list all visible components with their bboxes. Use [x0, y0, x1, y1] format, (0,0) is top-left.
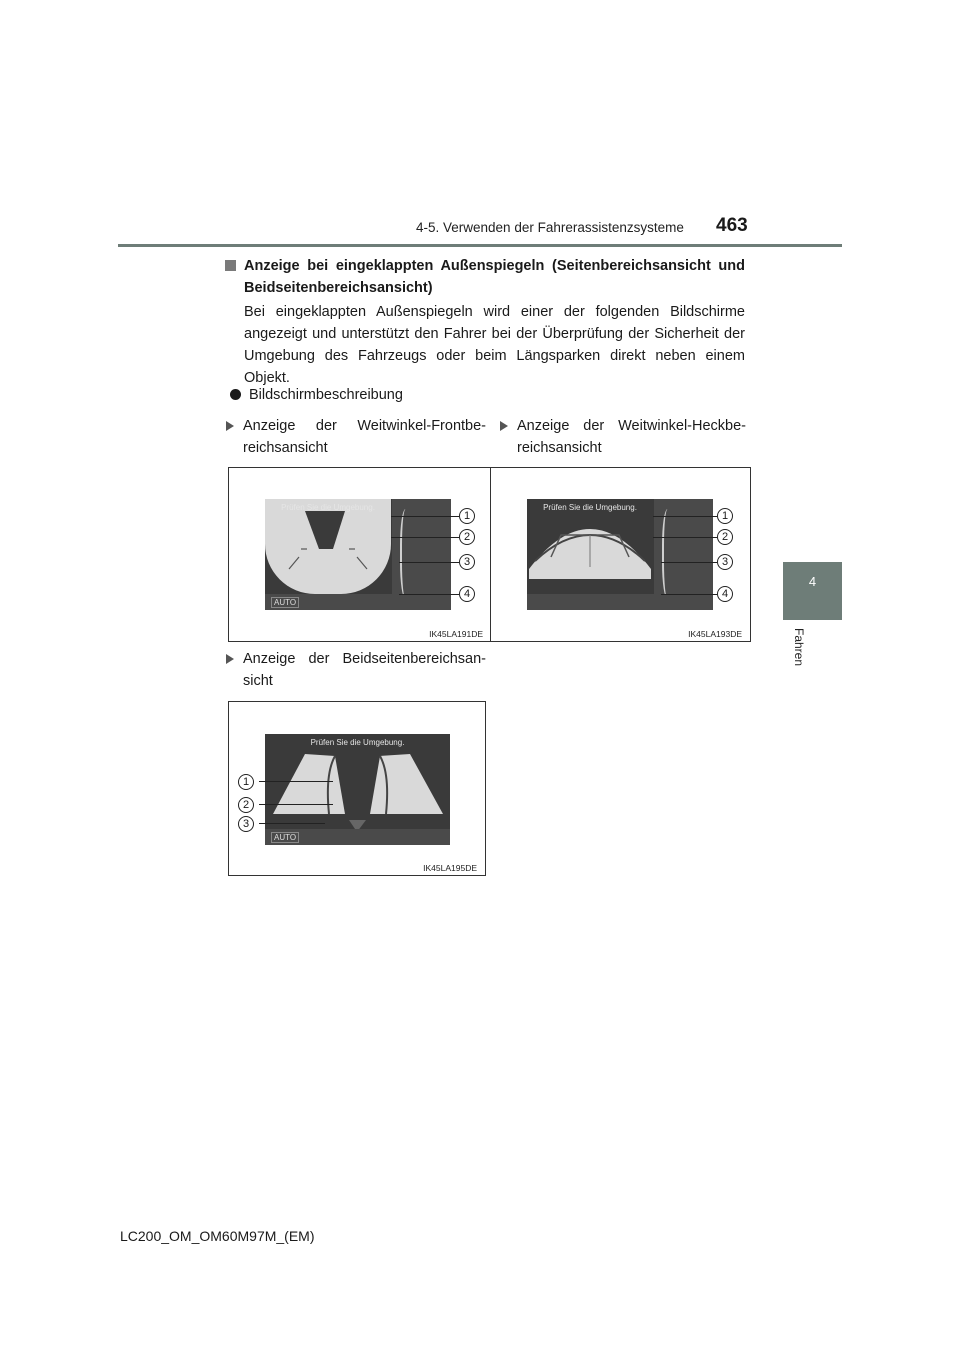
triangle-arrow-icon: [500, 421, 508, 431]
bullet-item: [230, 387, 403, 403]
screen-control-bar: [265, 829, 450, 845]
caption-text: Anzeige der Weitwinkel-Heckbe-reichsansicht: [517, 418, 746, 456]
callout-1: 1: [717, 508, 733, 524]
callout-2: 2: [459, 529, 475, 545]
callout-2: 2: [238, 797, 254, 813]
caption-text: Anzeige der Weitwinkel-Frontbe-reichsansicht: [243, 418, 486, 456]
callout-2: 2: [717, 529, 733, 545]
figure-code: IK45LA193DE: [688, 629, 742, 639]
section-heading: [225, 255, 745, 299]
callout-1: 1: [238, 774, 254, 790]
chapter-number: 4: [808, 574, 817, 589]
caption-both-sides-view: [226, 648, 486, 692]
leader-line: [399, 562, 459, 563]
camera-view-graphics: [265, 499, 391, 594]
leader-line: [653, 516, 717, 517]
screen-message: Prüfen Sie die Umgebung.: [310, 738, 405, 747]
auto-button[interactable]: AUTO: [271, 832, 299, 843]
vehicle-side-outline: [400, 509, 414, 599]
leader-line: [661, 562, 717, 563]
caption-front-view: [226, 415, 486, 459]
bullet-text: Bildschirmbeschreibung: [249, 387, 403, 403]
callout-3: 3: [459, 554, 475, 570]
leader-line: [391, 516, 459, 517]
page-number: 463: [716, 215, 748, 236]
triangle-arrow-icon: [226, 654, 234, 664]
chapter-tab[interactable]: [783, 562, 842, 620]
figure-both-sides-view: [228, 701, 486, 876]
bullet-dot-icon: [230, 389, 241, 400]
leader-line: [259, 823, 325, 824]
callout-4: 4: [459, 586, 475, 602]
section-body: Bei eingeklappten Außenspiegeln wird einer der folgenden Bildschirme angezeigt und unterstützt den Fahrer bei der Überprüfung der Sicherheit der Umgebung des Fahrzeugs oder beim Längsparken direkt neben einem Objekt.: [244, 304, 745, 386]
triangle-arrow-icon: [226, 421, 234, 431]
screen-message: Prüfen Sie die Umgebung.: [281, 503, 375, 512]
leader-line: [259, 804, 333, 805]
caption-text: Anzeige der Beidseitenbereichsan-sicht: [243, 651, 486, 689]
figure-code: IK45LA191DE: [429, 629, 483, 639]
footer-code: LC200_OM_OM60M97M_(EM): [120, 1228, 315, 1244]
chapter-label: Fahren: [792, 628, 806, 667]
callout-1: 1: [459, 508, 475, 524]
callout-3: 3: [238, 816, 254, 832]
callout-3: 3: [717, 554, 733, 570]
leader-line: [399, 594, 459, 595]
header-section-title: 4-5. Verwenden der Fahrerassistenzsysteme: [416, 220, 684, 235]
vehicle-side-outline: [662, 509, 676, 599]
header-rule: [118, 244, 842, 247]
caption-rear-view: [500, 415, 746, 459]
screen-control-bar: [265, 594, 451, 610]
figure-rear-view: [490, 467, 751, 642]
leader-line: [391, 537, 459, 538]
leader-line: [653, 537, 717, 538]
figure-front-view: [228, 467, 492, 642]
auto-button[interactable]: AUTO: [271, 597, 299, 608]
square-bullet-icon: [225, 260, 236, 271]
section-heading-text: Anzeige bei eingeklappten Außenspiegeln (Seitenbereichsansicht und Beidseitenbereichsansicht): [244, 258, 745, 296]
camera-view-graphics: [527, 499, 653, 594]
camera-screen: [265, 734, 450, 845]
screen-control-bar: [527, 594, 713, 610]
screen-message: Prüfen Sie die Umgebung.: [543, 503, 637, 512]
leader-line: [661, 594, 717, 595]
callout-4: 4: [717, 586, 733, 602]
leader-line: [259, 781, 333, 782]
figure-code: IK45LA195DE: [423, 863, 477, 873]
